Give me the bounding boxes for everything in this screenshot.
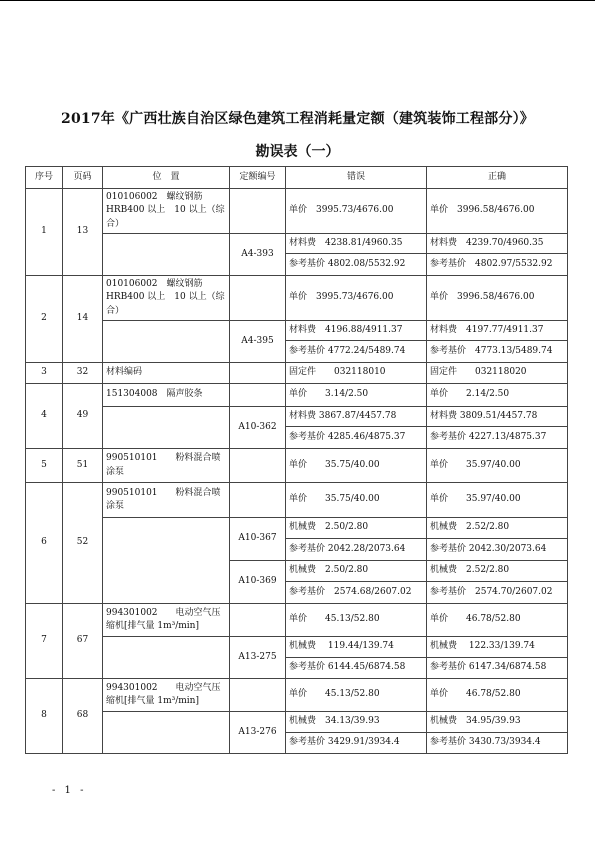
location-cell-empty <box>103 712 230 754</box>
table-row <box>26 679 568 712</box>
table-row <box>26 321 568 341</box>
location-cell: 010106002 螺纹钢筋HRB400 以上 10 以上（综合） <box>103 276 230 321</box>
header-wrong: 错误 <box>286 167 427 189</box>
seq-cell: 2 <box>26 276 63 363</box>
location-cell-empty <box>103 518 230 604</box>
code-cell-empty <box>230 384 286 407</box>
wrong-cell: 单价 35.75/40.00 <box>286 483 427 518</box>
code-cell-empty <box>230 604 286 637</box>
correct-cell: 参考基价 4773.13/5489.74 <box>427 341 568 363</box>
wrong-cell: 参考基价 6144.45/6874.58 <box>286 658 427 679</box>
table-header-row <box>26 167 568 189</box>
location-cell: 990510101 粉料混合喷涂泵 <box>103 483 230 518</box>
page-cell: 14 <box>63 276 103 363</box>
wrong-cell: 单价 3995.73/4676.00 <box>286 189 427 234</box>
code-cell-empty <box>230 483 286 518</box>
seq-cell: 5 <box>26 449 63 483</box>
code-cell-empty <box>230 449 286 483</box>
location-cell-empty <box>103 234 230 276</box>
wrong-cell: 材料费 3867.87/4457.78 <box>286 407 427 427</box>
code-cell-empty <box>230 276 286 321</box>
correct-cell: 参考基价 6147.34/6874.58 <box>427 658 568 679</box>
page-cell: 52 <box>63 483 103 604</box>
wrong-cell: 参考基价 3429.91/3934.4 <box>286 733 427 754</box>
correct-cell: 单价 46.78/52.80 <box>427 604 568 637</box>
location-cell: 994301002 电动空气压缩机[排气量 1m³/min] <box>103 604 230 637</box>
correct-cell: 参考基价 3430.73/3934.4 <box>427 733 568 754</box>
correct-cell: 固定件 032118020 <box>427 363 568 384</box>
wrong-cell: 参考基价 2042.28/2073.64 <box>286 539 427 561</box>
code-cell: A4-395 <box>230 321 286 363</box>
table-row <box>26 234 568 254</box>
table-row <box>26 407 568 427</box>
table-row <box>26 712 568 733</box>
correct-cell: 材料费 3809.51/4457.78 <box>427 407 568 427</box>
page-number: - 1 - <box>52 785 87 796</box>
correct-cell: 单价 3996.58/4676.00 <box>427 276 568 321</box>
location-cell: 材料编码 <box>103 363 230 384</box>
code-cell-empty <box>230 679 286 712</box>
code-cell: A10-362 <box>230 407 286 449</box>
document-subtitle: 勘误表（一） <box>255 144 340 160</box>
wrong-cell: 参考基价 4772.24/5489.74 <box>286 341 427 363</box>
header-seq: 序号 <box>26 167 63 189</box>
wrong-cell: 固定件 032118010 <box>286 363 427 384</box>
table-row <box>26 384 568 407</box>
seq-cell: 8 <box>26 679 63 754</box>
code-cell: A10-367 <box>230 518 286 561</box>
seq-cell: 7 <box>26 604 63 679</box>
table-row <box>26 604 568 637</box>
table-row <box>26 363 568 384</box>
code-cell-empty <box>230 189 286 234</box>
correct-cell: 机械费 2.52/2.80 <box>427 518 568 539</box>
wrong-cell: 单价 3.14/2.50 <box>286 384 427 407</box>
page-cell: 49 <box>63 384 103 449</box>
wrong-cell: 单价 45.13/52.80 <box>286 604 427 637</box>
wrong-cell: 参考基价 4285.46/4875.37 <box>286 427 427 449</box>
seq-cell: 1 <box>26 189 63 276</box>
header-page: 页码 <box>63 167 103 189</box>
correct-cell: 机械费 2.52/2.80 <box>427 561 568 582</box>
correct-cell: 材料费 4197.77/4911.37 <box>427 321 568 341</box>
location-cell-empty <box>103 637 230 679</box>
location-cell-empty <box>103 407 230 449</box>
correct-cell: 单价 35.97/40.00 <box>427 483 568 518</box>
page-cell: 68 <box>63 679 103 754</box>
wrong-cell: 材料费 4196.88/4911.37 <box>286 321 427 341</box>
table-row <box>26 483 568 518</box>
table-row <box>26 449 568 483</box>
correct-cell: 单价 35.97/40.00 <box>427 449 568 483</box>
correct-cell: 参考基价 2574.70/2607.02 <box>427 582 568 604</box>
table-row <box>26 637 568 658</box>
location-cell: 994301002 电动空气压缩机[排气量 1m³/min] <box>103 679 230 712</box>
code-cell: A10-369 <box>230 561 286 604</box>
wrong-cell: 机械费 119.44/139.74 <box>286 637 427 658</box>
wrong-cell: 机械费 2.50/2.80 <box>286 518 427 539</box>
header-correct: 正确 <box>427 167 568 189</box>
correct-cell: 单价 46.78/52.80 <box>427 679 568 712</box>
document-title: 2017年《广西壮族自治区绿色建筑工程消耗量定额（建筑装饰工程部分）》 <box>61 111 534 127</box>
header-code: 定额编号 <box>230 167 286 189</box>
table-row <box>26 276 568 321</box>
seq-cell: 4 <box>26 384 63 449</box>
header-location: 位 置 <box>103 167 230 189</box>
location-cell-empty <box>103 321 230 363</box>
wrong-cell: 参考基价 4802.08/5532.92 <box>286 254 427 276</box>
code-cell: A4-393 <box>230 234 286 276</box>
correct-cell: 参考基价 4802.97/5532.92 <box>427 254 568 276</box>
wrong-cell: 单价 3995.73/4676.00 <box>286 276 427 321</box>
wrong-cell: 单价 35.75/40.00 <box>286 449 427 483</box>
location-cell: 010106002 螺纹钢筋HRB400 以上 10 以上（综合） <box>103 189 230 234</box>
wrong-cell: 单价 45.13/52.80 <box>286 679 427 712</box>
correct-cell: 参考基价 2042.30/2073.64 <box>427 539 568 561</box>
wrong-cell: 机械费 2.50/2.80 <box>286 561 427 582</box>
page-cell: 32 <box>63 363 103 384</box>
location-cell: 151304008 隔声胶条 <box>103 384 230 407</box>
correct-cell: 参考基价 4227.13/4875.37 <box>427 427 568 449</box>
correct-cell: 机械费 122.33/139.74 <box>427 637 568 658</box>
correct-cell: 单价 3996.58/4676.00 <box>427 189 568 234</box>
page-cell: 51 <box>63 449 103 483</box>
code-cell: A13-276 <box>230 712 286 754</box>
table-row <box>26 518 568 539</box>
top-border-line <box>0 0 595 1</box>
wrong-cell: 材料费 4238.81/4960.35 <box>286 234 427 254</box>
code-cell-empty <box>230 363 286 384</box>
page-cell: 67 <box>63 604 103 679</box>
wrong-cell: 参考基价 2574.68/2607.02 <box>286 582 427 604</box>
seq-cell: 3 <box>26 363 63 384</box>
errata-table <box>25 166 568 754</box>
page-cell: 13 <box>63 189 103 276</box>
correct-cell: 材料费 4239.70/4960.35 <box>427 234 568 254</box>
code-cell: A13-275 <box>230 637 286 679</box>
location-cell: 990510101 粉料混合喷涂泵 <box>103 449 230 483</box>
seq-cell: 6 <box>26 483 63 604</box>
wrong-cell: 机械费 34.13/39.93 <box>286 712 427 733</box>
correct-cell: 单价 2.14/2.50 <box>427 384 568 407</box>
correct-cell: 机械费 34.95/39.93 <box>427 712 568 733</box>
table-row <box>26 189 568 234</box>
